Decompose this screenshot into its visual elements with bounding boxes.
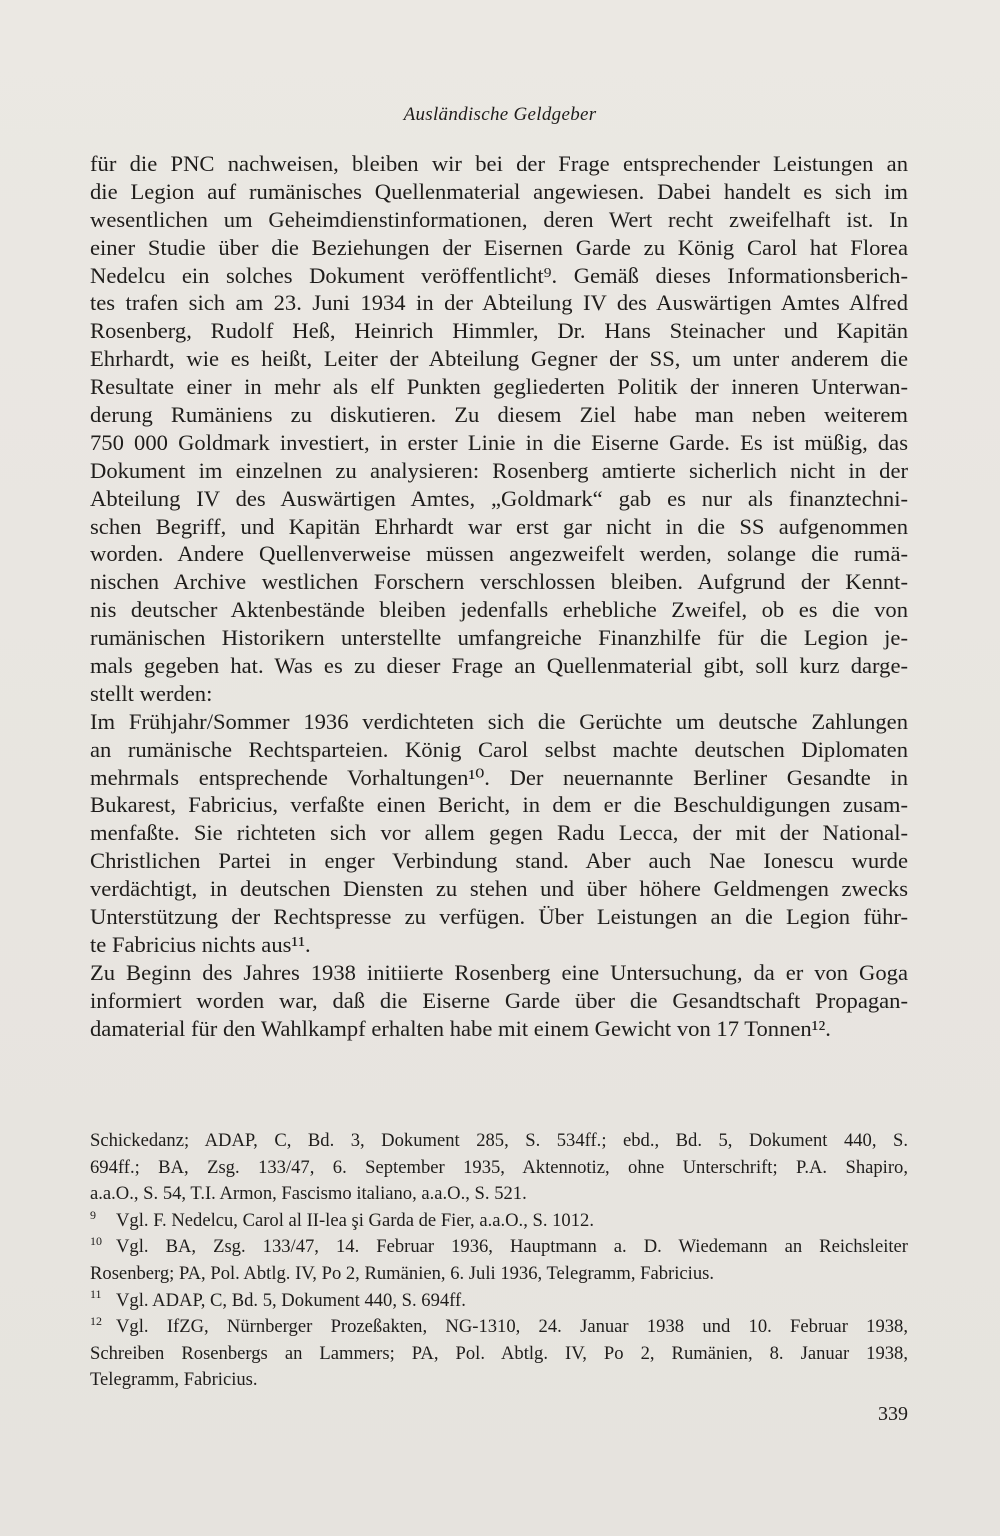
- body-line: schen Begriff, und Kapitän Ehrhardt war erst gar nicht in die SS aufgenommen: [90, 513, 908, 539]
- body-line: mals gegeben hat. Was es zu dieser Frage an Quellenmaterial gibt, soll kurz darge-: [90, 653, 908, 679]
- body-line: derung Rumäniens zu diskutieren. Zu diesem Ziel habe man neben weiterem: [90, 402, 908, 428]
- body-line: damaterial für den Wahlkampf erhalten habe mit einem Gewicht von 17 Tonnen¹².: [90, 1015, 831, 1041]
- footnote-line: [90, 1181, 908, 1208]
- footnote-line: 10 Vgl. BA, Zsg. 133/47, 14. Februar 1936, Hauptmann a. D. Wiedemann an Reichsleiter: [90, 1234, 908, 1258]
- body-line: Rosenberg, Rudolf Heß, Heinrich Himmler, Dr. Hans Steinacher und Kapitän: [90, 318, 908, 344]
- body-line: Resultate einer in mehr als elf Punkten gegliederten Politik der inneren Unterwan-: [90, 374, 908, 400]
- body-line: worden. Andere Quellenverweise müssen angezweifelt werden, solange die rumä-: [90, 541, 908, 567]
- body-line: mehrmals entsprechende Vorhaltungen¹⁰. Der neuernannte Berliner Gesandte in: [90, 764, 908, 790]
- body-line: Christlichen Partei in enger Verbindung stand. Aber auch Nae Ionescu wurde: [90, 848, 908, 874]
- body-line: einer Studie über die Beziehungen der Eisernen Garde zu König Carol hat Florea: [90, 234, 908, 260]
- footnote-line: [90, 1155, 908, 1182]
- body-line: Dokument im einzelnen zu analysieren: Rosenberg amtierte sicherlich nicht in der: [90, 457, 908, 483]
- body-line: verdächtigt, in deutschen Diensten zu stehen und über höhere Geldmengen zwecks: [90, 876, 908, 902]
- body-line: an rumänische Rechtsparteien. König Carol selbst machte deutschen Diplomaten: [90, 736, 908, 762]
- body-text: [90, 150, 908, 1043]
- footnote-text: a.a.O., S. 54, T.I. Armon, Fascismo italiano, a.a.O., S. 521.: [90, 1183, 527, 1205]
- footnote-text: Schickedanz; ADAP, C, Bd. 3, Dokument 285, S. 534ff.; ebd., Bd. 5, Dokument 440, S.: [90, 1130, 908, 1151]
- footnotes: [90, 1128, 908, 1394]
- footnote-text: Vgl. BA, Zsg. 133/47, 14. Februar 1936, Hauptmann a. D. Wiedemann an Reichsleiter: [116, 1236, 908, 1258]
- page-number: 339: [878, 1403, 908, 1425]
- footnote-text: Schreiben Rosenbergs an Lammers; PA, Pol. Abtlg. IV, Po 2, Rumänien, 8. Januar 1938,: [90, 1342, 908, 1364]
- body-line: Bukarest, Fabricius, verfaßte einen Bericht, in dem er die Beschuldigungen zusam-: [90, 792, 908, 818]
- footnote-text: Telegramm, Fabricius.: [90, 1369, 258, 1391]
- footnote-text: Vgl. F. Nedelcu, Carol al II-lea şi Garda de Fier, a.a.O., S. 1012.: [116, 1209, 594, 1231]
- footnote-text: Vgl. ADAP, C, Bd. 5, Dokument 440, S. 694ff.: [116, 1289, 466, 1311]
- footnote-line: 11 Vgl. ADAP, C, Bd. 5, Dokument 440, S. 694ff.: [90, 1287, 466, 1311]
- body-line: die Legion auf rumänisches Quellenmaterial angewiesen. Dabei handelt es sich im: [90, 178, 908, 204]
- footnote-line: [90, 1341, 908, 1368]
- body-line: wesentlichen um Geheimdienstinformationen, deren Wert recht zweifelhaft ist. In: [90, 206, 908, 232]
- footnote-text: 694ff.; BA, Zsg. 133/47, 6. September 1935, Aktennotiz, ohne Unterschrift; P.A. Shapiro,: [90, 1156, 908, 1178]
- body-line: stellt werden:: [90, 680, 213, 706]
- body-line: Im Frühjahr/Sommer 1936 verdichteten sich die Gerüchte um deutsche Zahlungen: [90, 708, 908, 734]
- body-line: tes trafen sich am 23. Juni 1934 in der Abteilung IV des Auswärtigen Amtes Alfred: [90, 290, 908, 316]
- footnote-text: Vgl. IfZG, Nürnberger Prozeßakten, NG-1310, 24. Januar 1938 und 10. Februar 1938,: [116, 1316, 908, 1338]
- body-line: Unterstützung der Rechtspresse zu verfügen. Über Leistungen an die Legion führ-: [90, 904, 908, 930]
- body-line: Ehrhardt, wie es heißt, Leiter der Abteilung Gegner der SS, um unter anderem die: [90, 346, 908, 372]
- body-line: nischen Archive westlichen Forschern verschlossen bleiben. Aufgrund der Kennt-: [90, 569, 908, 595]
- body-line: Nedelcu ein solches Dokument veröffentlicht⁹. Gemäß dieses Informationsberich-: [90, 262, 908, 288]
- body-line: informiert worden war, daß die Eiserne Garde über die Gesandtschaft Propagan-: [90, 987, 908, 1013]
- body-line: nis deutscher Aktenbestände bleiben jedenfalls erhebliche Zweifel, ob es die von: [90, 597, 908, 623]
- footnote-line: [90, 1367, 908, 1394]
- footnote-line: [90, 1128, 908, 1155]
- body-line: Abteilung IV des Auswärtigen Amtes, „Goldmark“ gab es nur als finanztechni-: [90, 485, 908, 511]
- footnote-text: Rosenberg; PA, Pol. Abtlg. IV, Po 2, Rumänien, 6. Juli 1936, Telegramm, Fabricius.: [90, 1262, 715, 1284]
- body-line: 750 000 Goldmark investiert, in erster Linie in die Eiserne Garde. Es ist müßig, das: [90, 429, 908, 455]
- body-line: für die PNC nachweisen, bleiben wir bei der Frage entsprechender Leistungen an: [90, 151, 908, 176]
- body-line: te Fabricius nichts aus¹¹.: [90, 931, 311, 957]
- running-head: Ausländische Geldgeber: [403, 104, 597, 125]
- footnote-line: 12 Vgl. IfZG, Nürnberger Prozeßakten, NG-1310, 24. Januar 1938 und 10. Februar 1938,: [90, 1313, 908, 1338]
- footnote-line: 9 Vgl. F. Nedelcu, Carol al II-lea şi Garda de Fier, a.a.O., S. 1012.: [90, 1207, 594, 1231]
- footnote-line: [90, 1261, 908, 1288]
- body-line: menfaßte. Sie richteten sich vor allem gegen Radu Lecca, der mit der National-: [90, 820, 908, 846]
- body-line: Zu Beginn des Jahres 1938 initiierte Rosenberg eine Untersuchung, da er von Goga: [90, 959, 908, 985]
- body-line: rumänischen Historikern unterstellte umfangreiche Finanzhilfe für die Legion je-: [90, 625, 908, 651]
